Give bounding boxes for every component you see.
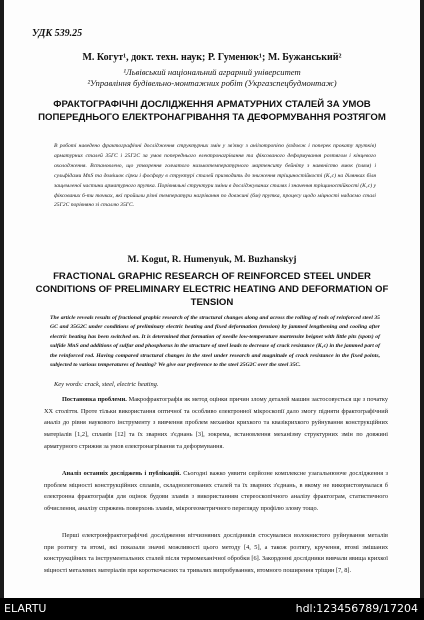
paragraph-problem-statement — [44, 394, 388, 453]
paragraph-literature-analysis — [44, 468, 388, 515]
repository-footer — [0, 598, 424, 620]
abstract-english: The article reveals results of fractional graphic research of the structural changes along and across the rolling of rods of reinforced steel 35 GC and 35G2C under conditions of preliminary electric heating and fixed deformation (tension) by jammed lengthening and cooling after electric heating has been switched on. It is determined that formation of needle low-temperature martensite beignet with little pits (spots) of sulfide MnS and additions of sulfur and phosphorus in the structure of steel leads to decrease of crack resistance (K₁c) in the jammed part of the reinforced rod. Having compared structural changes in the steel under research and magnitude of crack resistance in the fixed points, subjected to various temperatures of heating? We give our preference to the steel 25G2C over the steel 35C. — [50, 315, 380, 369]
authors-ukrainian: М. Когут¹, докт. техн. наук; Р. Гуменюк¹; М. Бужанський² — [82, 52, 342, 63]
affiliation-1: ¹Львівський національний аграрний університет — [123, 67, 301, 77]
paragraph-first-studies: Перші електронфрактографічні дослідження вітчизняних дослідників стосувалися волокнистого руйнування металів при розтягу та втомі, які показали значні можливості цього методу [4, 5], а також розтягу, кручення, втомі змішаних конструкційних та інструментальних сталей після термомеханічної обробки [6]. Закордонні дослідники вивчали явища крихкої міцності металевих матеріалів при короткочасних та тривалих випробуваннях, втомного поширення тріщин [7, 8]. — [44, 532, 388, 575]
affiliation-2: ²Управління будівельно-монтажних робіт (Укргазспецбудмонтаж) — [87, 78, 337, 88]
udc-code: УДК 539.25 — [32, 28, 83, 39]
paragraph-text: Сьогодні важко уявити серйозне комплексне узагальнююче дослідження з проблем міцності конструкційних сплавів, складнолегованих сталей та їх зварних з'єднань, в якому не використовувалася б електронна фрактографія для оцінок будови зламів з використанням стереоскопічного аналізу фрактограм, статистичного обчислення, аналізу спряжень поверхонь зламів, мікрогеометричного перегляду профілю злому тощо. — [44, 470, 388, 513]
title-ukrainian: ФРАКТОГРАФІЧНІ ДОСЛІДЖЕННЯ АРМАТУРНИХ СТАЛЕЙ ЗА УМОВ ПОПЕРЕДНЬОГО ЕЛЕКТРОНАГРІВАННЯ ТА ДЕФОРМУВАННЯ РОЗТЯГОМ — [38, 99, 386, 123]
paragraph-text: Макрофрактографія як метод оцінки причин злому деталей машин застосовується ще з початку XX століття. Проте тільки використання оптичної та особливо електронної мікроскопії дало змогу підняти фрактографічний аналіз до рівня наукового інструменту з вивчення проблем механіки крихкого та квазікрихкого руйнування конструкційних матеріалів [1,2], сплавів [12] та їх зварних з'єднань [3], зокрема, встановлення механізму структурних змін по довжині арматурного стрижня за умов електронагрівання та деформування. — [44, 396, 388, 450]
keywords: Key words: crack, steel, electric heating. — [54, 381, 159, 388]
paragraph-lead: Постановка проблеми. — [62, 396, 127, 403]
handle-link[interactable]: hdl:123456789/17204 — [295, 602, 418, 615]
authors-english: M. Kogut, R. Humenyuk, M. Buzhanskyj — [127, 254, 297, 265]
title-english: FRACTIONAL GRAPHIC RESEARCH OF REINFORCED STEEL UNDER CONDITIONS OF PRELIMINARY ELECTRIC HEATING AND DEFORMATION OF TENSION — [35, 271, 389, 308]
abstract-ukrainian: В роботі наведено фрактографічні дослідження структурних змін у зв'язку з аніізотропією (вздовж і поперек прокату прутків) арматурних сталей 35ГС і 25Г2С за умов попереднього електронагрівання та фіксованого деформування розтягом і кінцевого охолодження. Встановлено, що утворення голчатого низькотемпературного мартенситу бейніту з наявністю ямок (плям) і сульфідами MnS та домішок сірки і фосфору в структурі сталей призводить до зниження тріщиностійкості (K₁с) на ділянках біля защемленої частини арматурного прутка. Порівняльні структури зміни в досліджуваних сталях і значення тріщиностійкості (K₁с) у фіксованих 6-ти точках, які пройшли різні температури нагрівання по довжині (6м) прутка, процесу щодо міцності надаємо сталі 25Г2С порівняно зі сталлю 35ГС. — [54, 143, 376, 209]
repository-name: ELARTU — [4, 602, 47, 615]
paragraph-lead: Аналіз останніх досліджень і публікацій. — [62, 470, 181, 477]
